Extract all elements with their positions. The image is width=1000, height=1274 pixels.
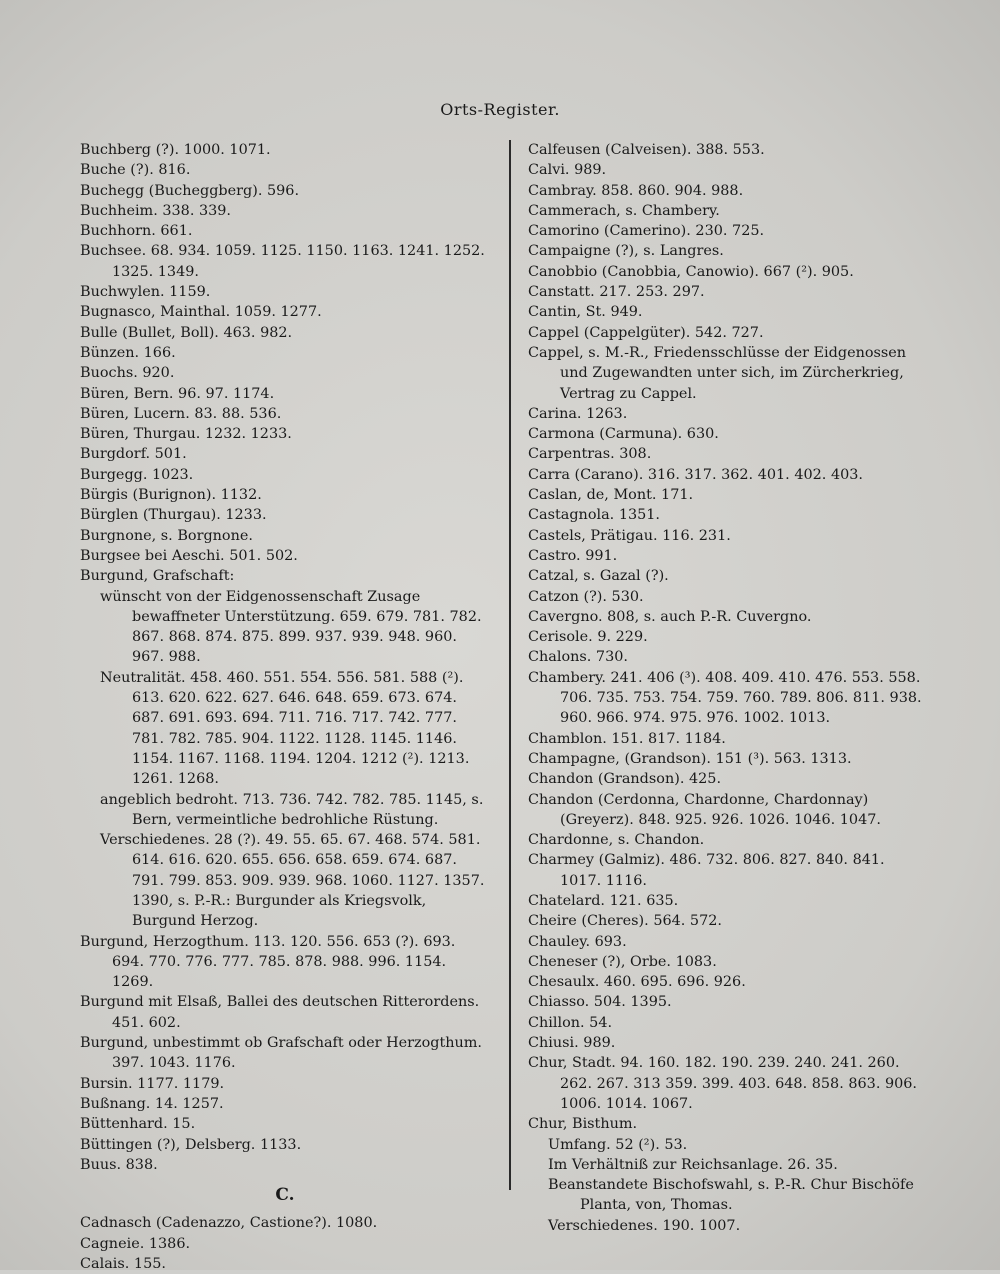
index-entry: Buchheim. 338. 339.	[80, 202, 232, 219]
index-entry: Bulle (Bullet, Boll). 463. 982.	[80, 324, 293, 341]
index-entry: Cambray. 858. 860. 904. 988.	[528, 182, 744, 199]
index-entry: Chur, Bisthum.	[528, 1116, 638, 1133]
left-entries-b	[80, 140, 490, 587]
index-subentry: Verschiedenes. 190. 1007.	[548, 1217, 741, 1234]
index-subentry: Im Verhältniß zur Reichsanlage. 26. 35.	[548, 1156, 838, 1173]
index-entry: Carina. 1263.	[528, 405, 628, 422]
index-subentry: wünscht von der Eidgenossenschaft Zusage bewaffneter Unterstützung. 659. 679. 781. 782. 867. 868. 874. 875. 899. 937. 939. 948. 960. 967. 988.	[100, 588, 482, 666]
index-entry: Charmey (Galmiz). 486. 732. 806. 827. 840. 841. 1017. 1116.	[528, 852, 885, 889]
index-entry: Chauley. 693.	[528, 933, 627, 950]
index-entry: Cappel, s. M.-R., Friedensschlüsse der Eidgenossen und Zugewandten unter sich, im Zürcherkrieg, Vertrag zu Cappel.	[528, 344, 907, 402]
index-entry: Chambery. 241. 406 (³). 408. 409. 410. 476. 553. 558. 706. 735. 753. 754. 759. 760. 789. 806. 811. 938. 960. 966. 974. 975. 976. 1002. 1013.	[528, 669, 922, 727]
index-entry: Cheneser (?), Orbe. 1083.	[528, 953, 717, 970]
index-entry: Camorino (Camerino). 230. 725.	[528, 223, 765, 240]
index-subentry: Verschiedenes. 28 (?). 49. 55. 65. 67. 468. 574. 581. 614. 616. 620. 655. 656. 658. 659. 674. 687. 791. 799. 853. 909. 939. 968. 1060. 1127. 1357. 1390, s. P.-R.: Burgunder als Kriegsvolk, Burgund Herzog.	[100, 832, 485, 930]
index-entry: Castagnola. 1351.	[528, 507, 661, 524]
index-entry: Chardonne, s. Chandon.	[528, 832, 705, 849]
index-entry: Bürglen (Thurgau). 1233.	[80, 507, 267, 524]
index-entry: Cavergno. 808, s. auch P.-R. Cuvergno.	[528, 608, 812, 625]
index-entry: Chandon (Cerdonna, Chardonne, Chardonnay) (Greyerz). 848. 925. 926. 1026. 1046. 1047.	[528, 791, 881, 828]
index-subentry: angeblich bedroht. 713. 736. 742. 782. 785. 1145, s. Bern, vermeintliche bedrohliche Rüstung.	[100, 791, 484, 828]
index-entry: Burgsee bei Aeschi. 501. 502.	[80, 547, 298, 564]
index-entry: Carra (Carano). 316. 317. 362. 401. 402. 403.	[528, 466, 863, 483]
page-header: Orts-Register.	[440, 100, 560, 119]
index-entry: Burgund, unbestimmt ob Grafschaft oder Herzogthum. 397. 1043. 1176.	[80, 1035, 483, 1072]
chur-subentries	[528, 1135, 928, 1236]
index-entry: Cerisole. 9. 229.	[528, 629, 648, 646]
index-entry: Bursin. 1177. 1179.	[80, 1075, 225, 1092]
index-entry: Carpentras. 308.	[528, 446, 652, 463]
index-entry: Chatelard. 121. 635.	[528, 892, 679, 909]
left-column	[80, 140, 490, 1274]
index-entry: Chur, Stadt. 94. 160. 182. 190. 239. 240. 241. 260. 262. 267. 313 359. 399. 403. 648. 858. 863. 906. 1006. 1014. 1067.	[528, 1055, 918, 1112]
index-entry: Chalons. 730.	[528, 649, 628, 666]
index-entry: Buchhorn. 661.	[80, 223, 193, 240]
burgund-subentries	[80, 587, 490, 932]
index-entry: Chandon (Grandson). 425.	[528, 771, 722, 788]
index-entry: Carmona (Carmuna). 630.	[528, 426, 719, 443]
section-letter-c: C.	[275, 1185, 295, 1206]
index-entry: Bußnang. 14. 1257.	[80, 1095, 224, 1112]
index-entry: Burgdorf. 501.	[80, 446, 187, 463]
index-entry: Calais. 155.	[80, 1256, 166, 1273]
index-entry: Cheire (Cheres). 564. 572.	[528, 913, 722, 930]
index-entry: Buochs. 920.	[80, 365, 175, 382]
index-entry: Burgnone, s. Borgnone.	[80, 527, 253, 544]
index-entry: Catzal, s. Gazal (?).	[528, 568, 669, 585]
index-entry: Burgund mit Elsaß, Ballei des deutschen Ritterordens. 451. 602.	[80, 994, 480, 1031]
index-entry: Buchberg (?). 1000. 1071.	[80, 142, 271, 158]
index-entry: Castels, Prätigau. 116. 231.	[528, 527, 731, 544]
index-entry: Chiasso. 504. 1395.	[528, 994, 672, 1011]
index-subentry: Umfang. 52 (²). 53.	[548, 1136, 688, 1153]
index-entry: Büttenhard. 15.	[80, 1116, 196, 1133]
index-entry: Buchsee. 68. 934. 1059. 1125. 1150. 1163. 1241. 1252. 1325. 1349.	[80, 243, 485, 280]
column-divider	[509, 140, 511, 1190]
index-subentry: Neutralität. 458. 460. 551. 554. 556. 581. 588 (²). 613. 620. 622. 627. 646. 648. 659. 673. 674. 687. 691. 693. 694. 711. 716. 717. 742. 777. 781. 782. 785. 904. 1122. 1128. 1145. 1146. 1154. 1167. 1168. 1194. 1204. 1212 (²). 1213. 1261. 1268.	[100, 669, 470, 788]
index-entry: Burgund, Grafschaft:	[80, 568, 235, 585]
index-entry: Büttingen (?), Delsberg. 1133.	[80, 1136, 302, 1153]
right-entries-c	[528, 140, 928, 1135]
index-entry: Chesaulx. 460. 695. 696. 926.	[528, 974, 746, 991]
index-entry: Buche (?). 816.	[80, 162, 191, 179]
left-entries-burgund	[80, 932, 490, 1176]
index-entry: Burgund, Herzogthum. 113. 120. 556. 653 (?). 693. 694. 770. 776. 777. 785. 878. 988. 996. 1154. 1269.	[80, 933, 456, 991]
index-entry: Chiusi. 989.	[528, 1035, 616, 1052]
index-entry: Canstatt. 217. 253. 297.	[528, 284, 705, 301]
index-entry: Catzon (?). 530.	[528, 588, 644, 605]
index-entry: Burgegg. 1023.	[80, 466, 194, 483]
index-subentry: Beanstandete Bischofswahl, s. P.-R. Chur Bischöfe Planta, von, Thomas.	[548, 1177, 914, 1214]
index-entry: Cagneie. 1386.	[80, 1235, 191, 1252]
index-entry: Buus. 838.	[80, 1156, 158, 1173]
index-entry: Canobbio (Canobbia, Canowio). 667 (²). 905.	[528, 263, 854, 280]
right-column	[528, 140, 928, 1236]
index-entry: Bugnasco, Mainthal. 1059. 1277.	[80, 304, 322, 321]
index-entry: Buchwylen. 1159.	[80, 284, 211, 301]
left-entries-c	[80, 1213, 490, 1274]
index-entry: Büren, Thurgau. 1232. 1233.	[80, 426, 292, 443]
index-entry: Bürgis (Burignon). 1132.	[80, 487, 262, 504]
index-entry: Chillon. 54.	[528, 1014, 613, 1031]
index-entry: Cadnasch (Cadenazzo, Castione?). 1080.	[80, 1215, 378, 1232]
index-entry: Büren, Lucern. 83. 88. 536.	[80, 405, 282, 422]
index-entry: Cantin, St. 949.	[528, 304, 643, 321]
index-entry: Buchegg (Bucheggberg). 596.	[80, 182, 300, 199]
index-entry: Calfeusen (Calveisen). 388. 553.	[528, 142, 765, 158]
index-entry: Champagne, (Grandson). 151 (³). 563. 1313.	[528, 750, 852, 767]
index-entry: Büren, Bern. 96. 97. 1174.	[80, 385, 275, 402]
index-entry: Bünzen. 166.	[80, 344, 176, 361]
index-entry: Cappel (Cappelgüter). 542. 727.	[528, 324, 764, 341]
index-entry: Chamblon. 151. 817. 1184.	[528, 730, 726, 747]
index-entry: Castro. 991.	[528, 547, 618, 564]
index-entry: Caslan, de, Mont. 171.	[528, 487, 694, 504]
index-entry: Campaigne (?), s. Langres.	[528, 243, 724, 260]
index-entry: Cammerach, s. Chambery.	[528, 202, 720, 219]
index-entry: Calvi. 989.	[528, 162, 607, 179]
